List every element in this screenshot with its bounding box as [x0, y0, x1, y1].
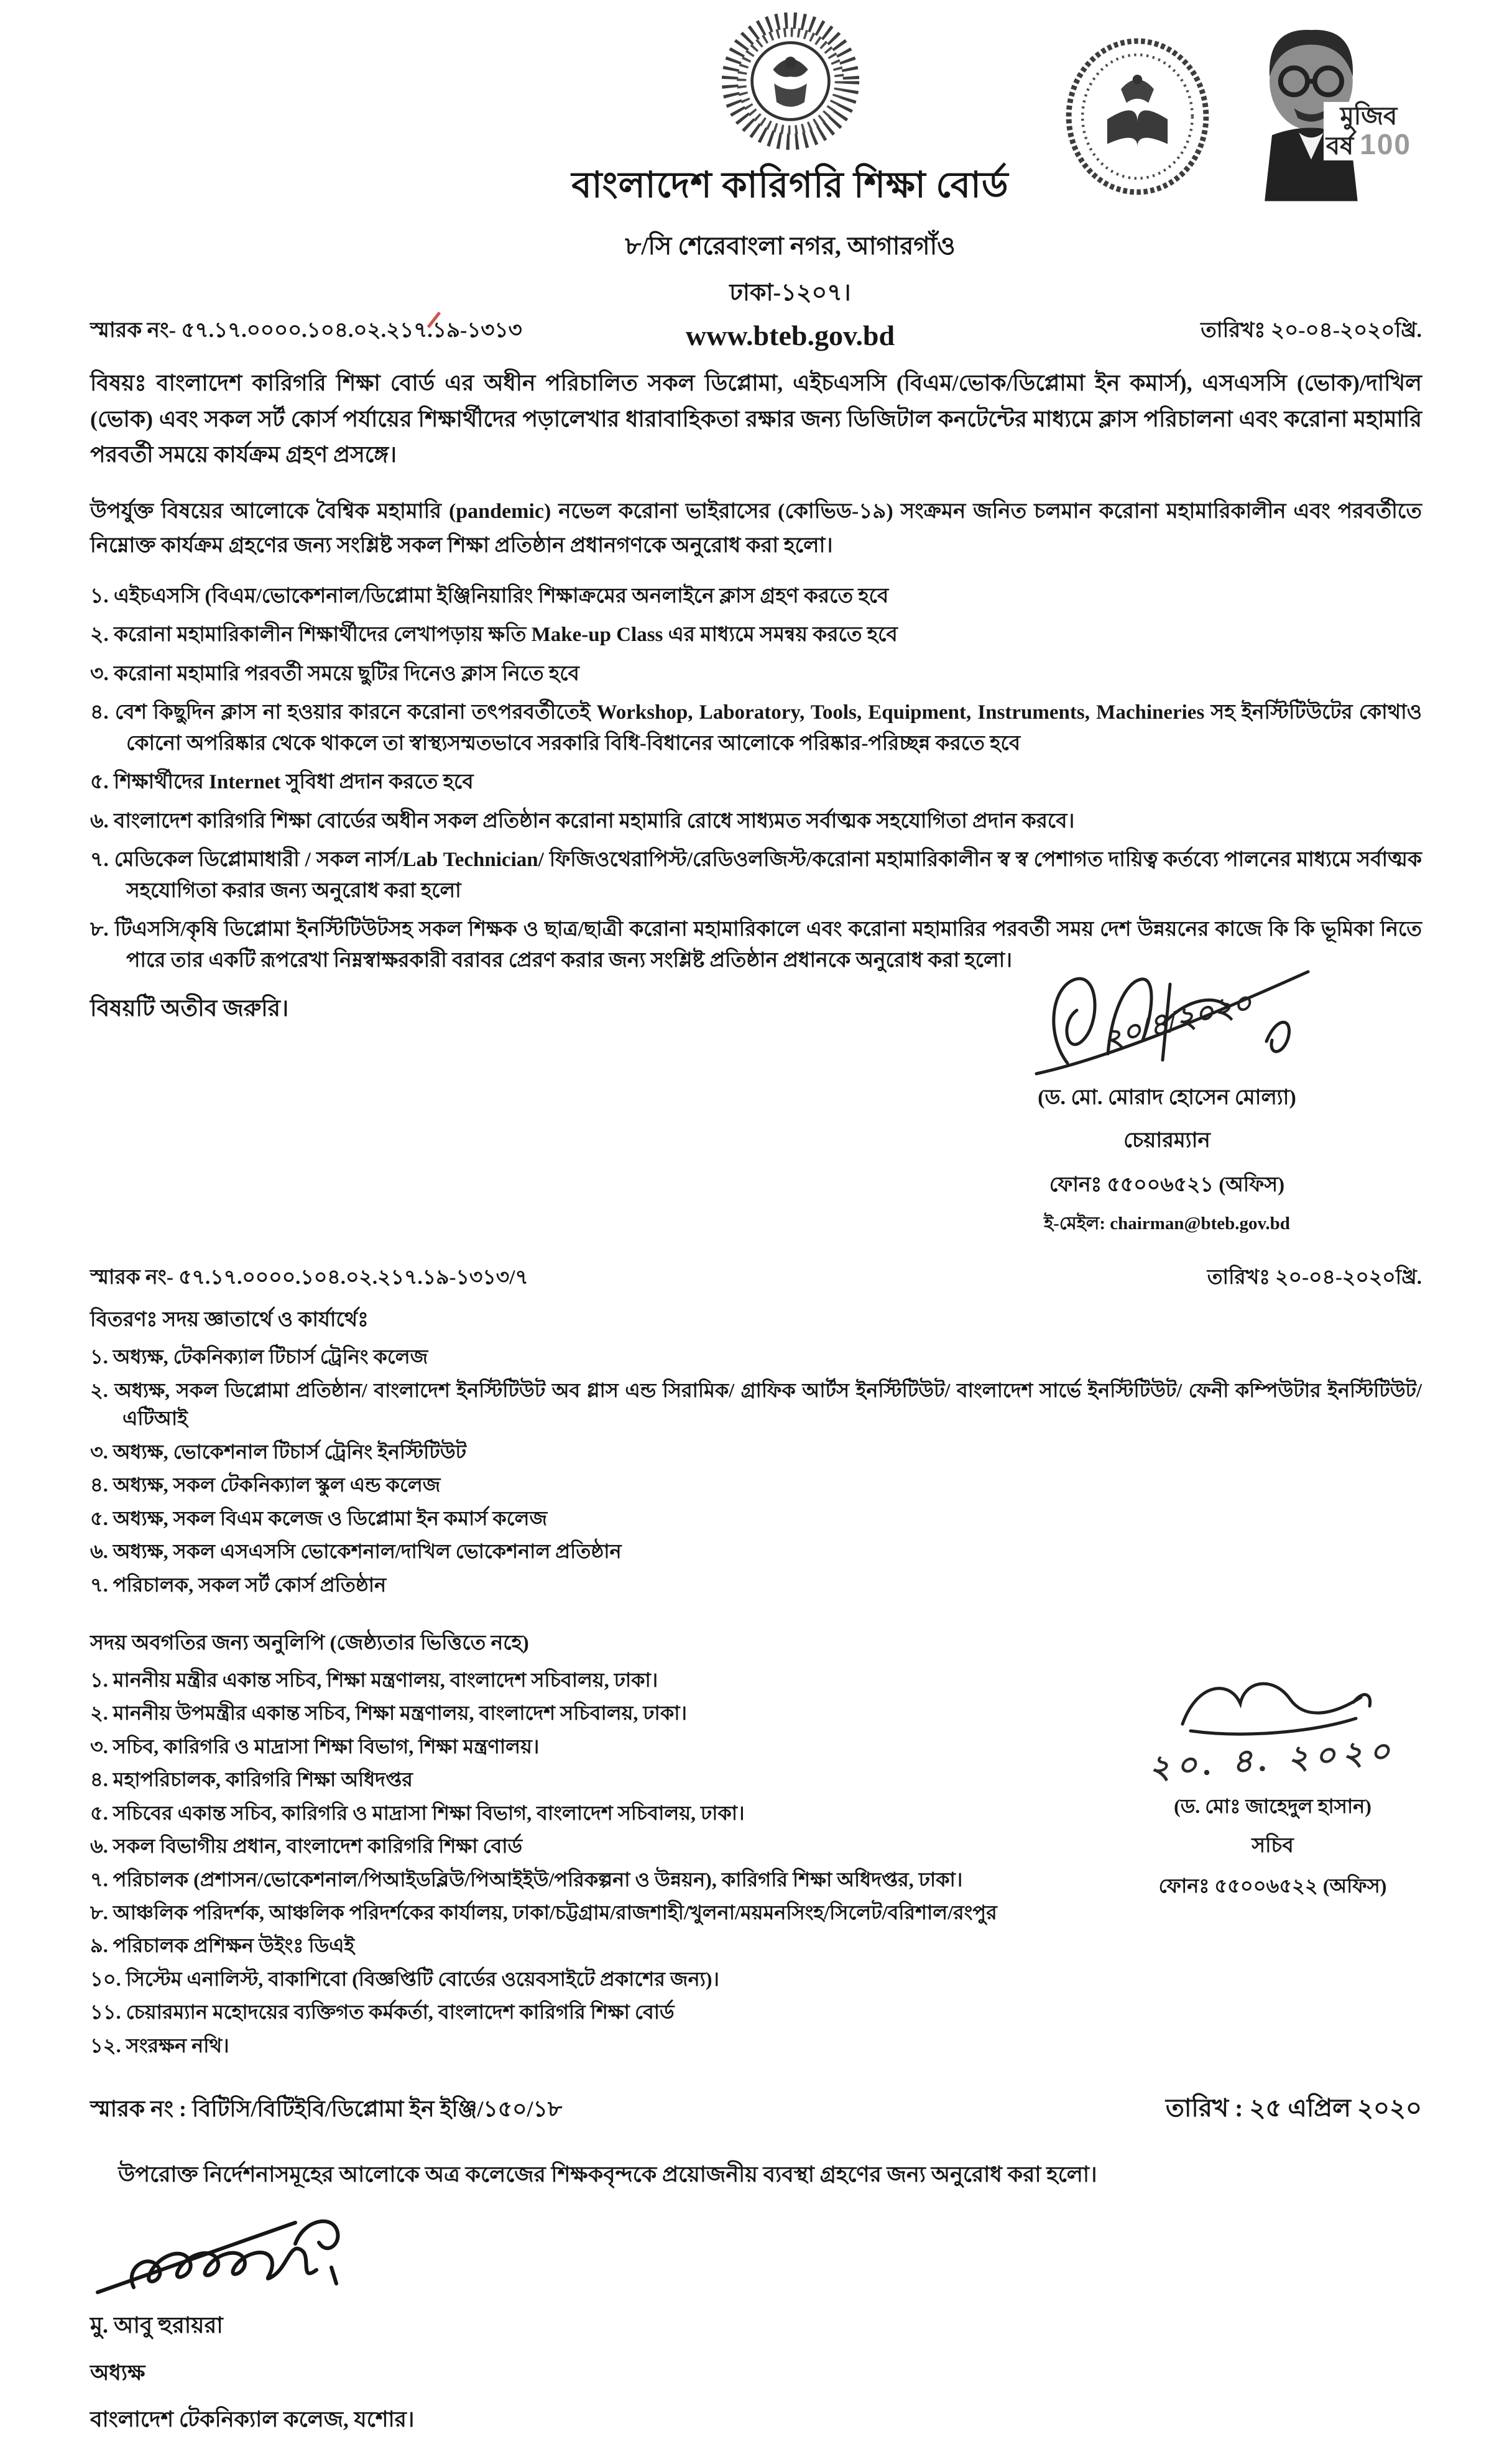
list-item: ৪. অধ্যক্ষ, সকল টেকনিক্যাল স্কুল এন্ড কলেজ [90, 1473, 441, 1496]
secretary-phone: ফোনঃ ৫৫০০৬৫২২ (অফিস) [1158, 1874, 1387, 1897]
distribution-heading: বিতরণঃ সদয় জ্ঞাতার্থে ও কার্যার্থেঃ [90, 1309, 369, 1332]
chairman-phone: ফোনঃ ৫৫০০৬৫২১ (অফিস) [1049, 1174, 1285, 1197]
distribution-list [90, 1343, 1422, 1599]
list-item: ৫. শিক্ষার্থীদের Internet সুবিধা প্রদান করতে হবে [90, 771, 474, 794]
org-address-line1: ৮/সি শেরেবাংলা নগর, আগারগাঁও [625, 232, 956, 260]
org-website: www.bteb.gov.bd [685, 320, 895, 351]
list-item: ৭. মেডিকেল ডিপ্লোমাধারী / সকল নার্স/Lab Technician/ ফিজিওথেরাপিস্ট/রেডিওলজিস্ট/করোনা মহামারিকালীন স্ব স্ব পেশাগত দায়িত্ব কর্তব্যে পালনের মাধ্যমে সর্বাত্মক সহযোগিতা করার জন্য অনুরোধ করা হলো [90, 849, 1422, 902]
org-name: বাংলাদেশ কারিগরি শিক্ষা বোর্ড [571, 165, 1009, 205]
list-item: ৪. বেশ কিছুদিন ক্লাস না হওয়ার কারনে করোনা তৎপরবর্তীতেই Workshop, Laboratory, Tools, Equipment, Instruments, Machineries সহ ইনস্টিটিউটের কোথাও কোনো অপরিষ্কার থেকে থাকলে তা স্বাস্থ্যসম্মতভাবে সরকারি বিধি-বিধানের আলোকে পরিষ্কার-পরিচ্ছন্ন করতে হবে [90, 701, 1422, 755]
list-item: ২. করোনা মহামারিকালীন শিক্ষার্থীদের লেখাপড়ায় ক্ষতি Make-up Class এর মাধ্যমে সমন্বয় করতে হবে [90, 624, 898, 647]
list-item: ৪. মহাপরিচালক, কারিগরি শিক্ষা অধিদপ্তর [90, 1768, 413, 1791]
list-item: ৩. অধ্যক্ষ, ভোকেশনাল টিচার্স ট্রেনিং ইনস্টিটিউট [90, 1440, 467, 1463]
secretary-signature-block [1099, 1665, 1447, 1904]
list-item: ৩. করোনা মহামারি পরবর্তী সময়ে ছুটির দিনেও ক্লাস নিতে হবে [90, 662, 579, 685]
intro-paragraph: উপর্যুক্ত বিষয়ের আলোকে বৈশ্বিক মহামারি (pandemic) নভেল করোনা ভাইরাসের (কোভিড-১৯) সংক্রমন জনিত চলমান করোনা মহামারিকালীন এবং পরবর্তীতে নিম্নোক্ত কার্যক্রম গ্রহণের জন্য সংশ্লিষ্ট সকল শিক্ষা প্রতিষ্ঠান প্রধানগণকে অনুরোধ করা হলো। [90, 499, 1422, 557]
memo3-date: তারিখ : ২৫ এপ্রিল ২০২০ [1165, 2094, 1422, 2123]
principal-signature-block [90, 2205, 1422, 2439]
chairman-handwritten-date: ২০/৪/২০২০ [1099, 986, 1256, 1056]
directive-list [90, 581, 1422, 977]
list-item: ৭. পরিচালক, সকল সর্ট কোর্স প্রতিষ্ঠান [90, 1573, 387, 1596]
list-item: ১. অধ্যক্ষ, টেকনিক্যাল টিচার্স ট্রেনিং কলেজ [90, 1345, 428, 1368]
secretary-handwritten-date: ২০. ৪. ২০২০ [1148, 1733, 1398, 1786]
memo1-date: তারিখঃ ২০-০৪-২০২০খ্রি. [1201, 319, 1422, 342]
memo3-number: স্মারক নং : বিটিসি/বিটিইবি/ডিপ্লোমা ইন ইঞ্জি/১৫০/১৮ [90, 2096, 563, 2122]
list-item: ৩. সচিব, কারিগরি ও মাদ্রাসা শিক্ষা বিভাগ, শিক্ষা মন্ত্রণালয়। [90, 1735, 540, 1758]
chairman-email: ই-মেইল: chairman@bteb.gov.bd [1044, 1214, 1290, 1234]
list-item: ১০. সিস্টেম এনালিস্ট, বাকাশিবো (বিজ্ঞপ্তিটি বোর্ডের ওয়েবসাইটে প্রকাশের জন্য)। [90, 1967, 719, 1990]
principal-signature [90, 2205, 382, 2302]
bteb-monogram-logo [721, 11, 860, 151]
mujib-word1: মুজিব [1340, 101, 1398, 130]
copy-heading: সদয় অবগতির জন্য অনুলিপি (জেষ্ঠ্যতার ভিত্তিতে নহে) [90, 1631, 529, 1654]
principal-organization: বাংলাদেশ টেকনিক্যাল কলেজ, যশোর। [90, 2407, 415, 2432]
list-item: ৭. পরিচালক (প্রশাসন/ভোকেশনাল/পিআইডব্লিউ/পিআইইউ/পরিকল্পনা ও উন্নয়ন), কারিগরি শিক্ষা অধিদপ্তর, ঢাকা। [90, 1868, 963, 1891]
list-item: ১১. চেয়ারম্যান মহোদয়ের ব্যক্তিগত কর্মকর্তা, বাংলাদেশ কারিগরি শিক্ষা বোর্ড [90, 2001, 675, 2024]
memo2-date: তারিখঃ ২০-০৪-২০২০খ্রি. [1207, 1266, 1422, 1289]
list-item: ১. এইচএসসি (বিএম/ভোকেশনাল/ডিপ্লোমা ইঞ্জিনিয়ারিং শিক্ষাক্রমের অনলাইনে ক্লাস গ্রহণ করতে হবে [90, 584, 889, 607]
list-item: ২. অধ্যক্ষ, সকল ডিপ্লোমা প্রতিষ্ঠান/ বাংলাদেশ ইনস্টিটিউট অব গ্লাস এন্ড সিরামিক/ গ্রাফিক আর্টস ইনস্টিটিউট/ বাংলাদেশ সার্ভে ইনস্টিটিউট/ ফেনী কম্পিউটার ইনস্টিটিউট/ এটিআই [90, 1378, 1422, 1430]
mujib-word2: বর্ষ [1325, 131, 1354, 160]
memo2-number: স্মারক নং- ৫৭.১৭.০০০০.১০৪.০২.২১৭.১৯-১৩১৩/৭ [90, 1266, 528, 1289]
principal-title: অধ্যক্ষ [90, 2361, 145, 2386]
memo-row-3 [90, 2088, 1422, 2130]
bteb-round-seal-logo [1055, 34, 1220, 199]
chairman-signature-block [968, 961, 1366, 1240]
mujib-borsho-100-logo [1235, 17, 1419, 204]
principal-name: মু. আবু হুরায়রা [90, 2313, 223, 2338]
memo1-number: স্মারক নং- ৫৭.১৭.০০০০.১০৪.০২.২১৭.১৯-১৩১৩ [90, 314, 522, 349]
list-item: ৬. অধ্যক্ষ, সকল এসএসসি ভোকেশনাল/দাখিল ভোকেশনাল প্রতিষ্ঠান [90, 1540, 622, 1563]
org-address-line2: ঢাকা-১২০৭। [729, 280, 851, 306]
list-item: ৮. আঞ্চলিক পরিদর্শক, আঞ্চলিক পরিদর্শকের কার্যালয়, ঢাকা/চট্টগ্রাম/রাজশাহী/খুলনা/ময়মনসিংহ/সিলেট/বরিশাল/রংপুর [90, 1901, 997, 1924]
mujib-borsho-label [1324, 102, 1414, 160]
mujib-number: 100 [1360, 127, 1411, 160]
subject-line: বিষয়ঃ বাংলাদেশ কারিগরি শিক্ষা বোর্ড এর অধীন পরিচালিত সকল ডিপ্লোমা, এইচএসসি (বিএম/ভোক/ডিপ্লোমা ইন কমার্স), এসএসসি (ভোক)/দাখিল (ভোক) এবং সকল সর্ট কোর্স পর্যায়ের শিক্ষার্থীদের পড়ালেখার ধারাবাহিকতা রক্ষার জন্য ডিজিটাল কনটেন্টের মাধ্যমে ক্লাস পরিচালনা এবং করোনা মহামারি পরবর্তী সময়ে কার্যক্রম গ্রহণ প্রসঙ্গে। [90, 371, 1422, 468]
round-seal-icon [1055, 34, 1220, 199]
chairman-title: চেয়ারম্যান [1123, 1129, 1210, 1153]
secretary-name: (ড. মোঃ জাহেদুল হাসান) [1174, 1795, 1371, 1817]
secretary-title: সচিব [1252, 1835, 1294, 1857]
list-item: ৯. পরিচালক প্রশিক্ষন উইংঃ ডিএই [90, 1934, 355, 1957]
list-item: ২. মাননীয় উপমন্ত্রীর একান্ত সচিব, শিক্ষা মন্ত্রণালয়, বাংলাদেশ সচিবালয়, ঢাকা। [90, 1702, 687, 1725]
starburst-seal-icon [721, 11, 860, 151]
list-item: ১২. সংরক্ষন নথি। [90, 2034, 229, 2057]
list-item: ৬. সকল বিভাগীয় প্রধান, বাংলাদেশ কারিগরি শিক্ষা বোর্ড [90, 1835, 523, 1858]
list-item: ৫. অধ্যক্ষ, সকল বিএম কলেজ ও ডিপ্লোমা ইন কমার্স কলেজ [90, 1506, 548, 1529]
list-item: ৮. টিএসসি/কৃষি ডিপ্লোমা ইনস্টিটিউটসহ সকল শিক্ষক ও ছাত্র/ছাত্রী করোনা মহামারিকালে এবং করোনা মহামারির পরবর্তী সময় দেশ উন্নয়নের কাজে কি কি ভূমিকা নিতে পারে তার একটি রূপরেখা নিম্নস্বাক্ষরকারী বরাবর প্রেরণ করার জন্য সংশ্লিষ্ট প্রতিষ্ঠান প্রধানকে অনুরোধ করা হলো। [90, 918, 1422, 972]
memo-row-2 [90, 1261, 1422, 1296]
list-item: ৬. বাংলাদেশ কারিগরি শিক্ষা বোর্ডের অধীন সকল প্রতিষ্ঠান করোনা মহামারি রোধে সাধ্যমত সর্বাত্মক সহযোগিতা প্রদান করবে। [90, 809, 1075, 832]
chairman-name: (ড. মো. মোরাদ হোসেন মোল্যা) [1038, 1086, 1296, 1110]
urgent-note: বিষয়টি অতীব জরুরি। [90, 996, 289, 1022]
list-item: ৫. সচিবের একান্ত সচিব, কারিগরি ও মাদ্রাসা শিক্ষা বিভাগ, বাংলাদেশ সচিবালয়, ঢাকা। [90, 1801, 745, 1824]
closing-paragraph: উপরোক্ত নির্দেশনাসমূহের আলোকে অত্র কলেজের শিক্ষকবৃন্দকে প্রয়োজনীয় ব্যবস্থা গ্রহণের জন্য অনুরোধ করা হলো। [118, 2162, 1097, 2187]
list-item: ১. মাননীয় মন্ত্রীর একান্ত সচিব, শিক্ষা মন্ত্রণালয়, বাংলাদেশ সচিবালয়, ঢাকা। [90, 1668, 658, 1691]
